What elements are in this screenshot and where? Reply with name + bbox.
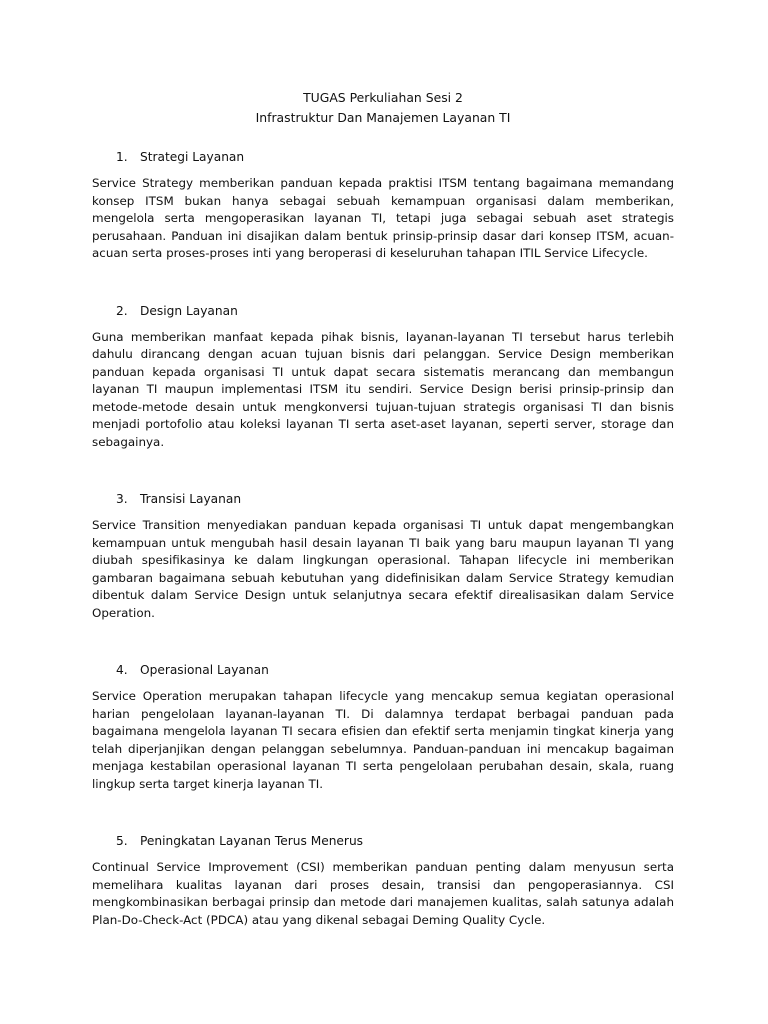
section-body: Service Operation merupakan tahapan lifecycle yang mencakup semua kegiatan operasional harian pengelolaan layanan-layanan TI. Di dalamnya terdapat berbagai panduan pada bagaimana mengelola layanan TI secara efisien dan efektif serta menjamin tingkat kinerja yang telah diperjanjikan dengan pelanggan sebelumnya. Panduan-panduan ini mencakup bagaiman menjaga kestabilan operasional layanan TI serta pengelolaan perubahan desain, skala, ruang lingkup serta target kinerja layanan TI. <box>92 689 674 791</box>
section-body: Continual Service Improvement (CSI) memberikan panduan penting dalam menyusun serta memelihara kualitas layanan dari proses desain, transisi dan pengoperasiannya. CSI mengkombinasikan berbagai prinsip dan metode dari manajemen kualitas, salah satunya adalah Plan-Do-Check-Act (PDCA) atau yang dikenal sebagai Deming Quality Cycle. <box>92 860 674 927</box>
section-title: Peningkatan Layanan Terus Menerus <box>140 834 364 848</box>
document-title: TUGAS Perkuliahan Sesi 2 <box>303 90 463 105</box>
section-peningkatan-layanan <box>92 833 674 929</box>
title-block <box>92 88 674 128</box>
document-subtitle: Infrastruktur Dan Manajemen Layanan TI <box>255 110 511 125</box>
section-number: 1. <box>116 150 128 164</box>
section-heading <box>92 833 674 850</box>
document-page <box>92 88 674 929</box>
section-heading <box>92 491 674 508</box>
section-heading <box>92 303 674 320</box>
section-body: Service Strategy memberikan panduan kepada praktisi ITSM tentang bagaimana memandang konsep ITSM bukan hanya sebagai sebuah kemampuan organisasi dalam memberikan, mengelola serta mengoperasikan layanan TI, tetapi juga sebagai sebuah aset strategis perusahaan. Panduan ini disajikan dalam bentuk prinsip-prinsip dasar dari konsep ITSM, acuan-acuan serta proses-proses inti yang beroperasi di keseluruhan tahapan ITIL Service Lifecycle. <box>92 176 674 260</box>
section-heading <box>92 149 674 166</box>
section-strategi-layanan <box>92 149 674 263</box>
section-transisi-layanan <box>92 491 674 622</box>
section-title: Design Layanan <box>140 303 238 318</box>
section-number: 2. <box>116 303 128 318</box>
section-design-layanan <box>92 303 674 452</box>
section-number: 5. <box>116 834 128 848</box>
section-number: 3. <box>116 492 128 506</box>
section-number: 4. <box>116 663 128 677</box>
section-body: Service Transition menyediakan panduan kepada organisasi TI untuk dapat mengembangkan kemampuan untuk mengubah hasil desain layanan TI baik yang baru maupun layanan TI yang diubah spesifikasinya ke dalam lingkungan operasional. Tahapan lifecycle ini memberikan gambaran bagaimana sebuah kebutuhan yang didefinisikan dalam Service Strategy kemudian dibentuk dalam Service Design untuk selanjutnya secara efektif direalisasikan dalam Service Operation. <box>92 518 674 620</box>
section-title: Strategi Layanan <box>140 150 245 164</box>
section-operasional-layanan <box>92 662 674 793</box>
section-title: Operasional Layanan <box>140 663 269 677</box>
section-heading <box>92 662 674 679</box>
section-title: Transisi Layanan <box>140 492 242 506</box>
section-body: Guna memberikan manfaat kepada pihak bisnis, layanan-layanan TI tersebut harus terlebih dahulu dirancang dengan acuan tujuan bisnis dari pelanggan. Service Design memberikan panduan kepada organisasi TI untuk dapat secara sistematis merancang dan membangun layanan TI maupun implementasi ITSM itu sendiri. Service Design berisi prinsip-prinsip dan metode-metode desain untuk mengkonversi tujuan-tujuan strategis organisasi TI dan bisnis menjadi portofolio atau koleksi layanan TI serta aset-aset layanan, seperti server, storage dan sebagainya. <box>92 329 674 449</box>
